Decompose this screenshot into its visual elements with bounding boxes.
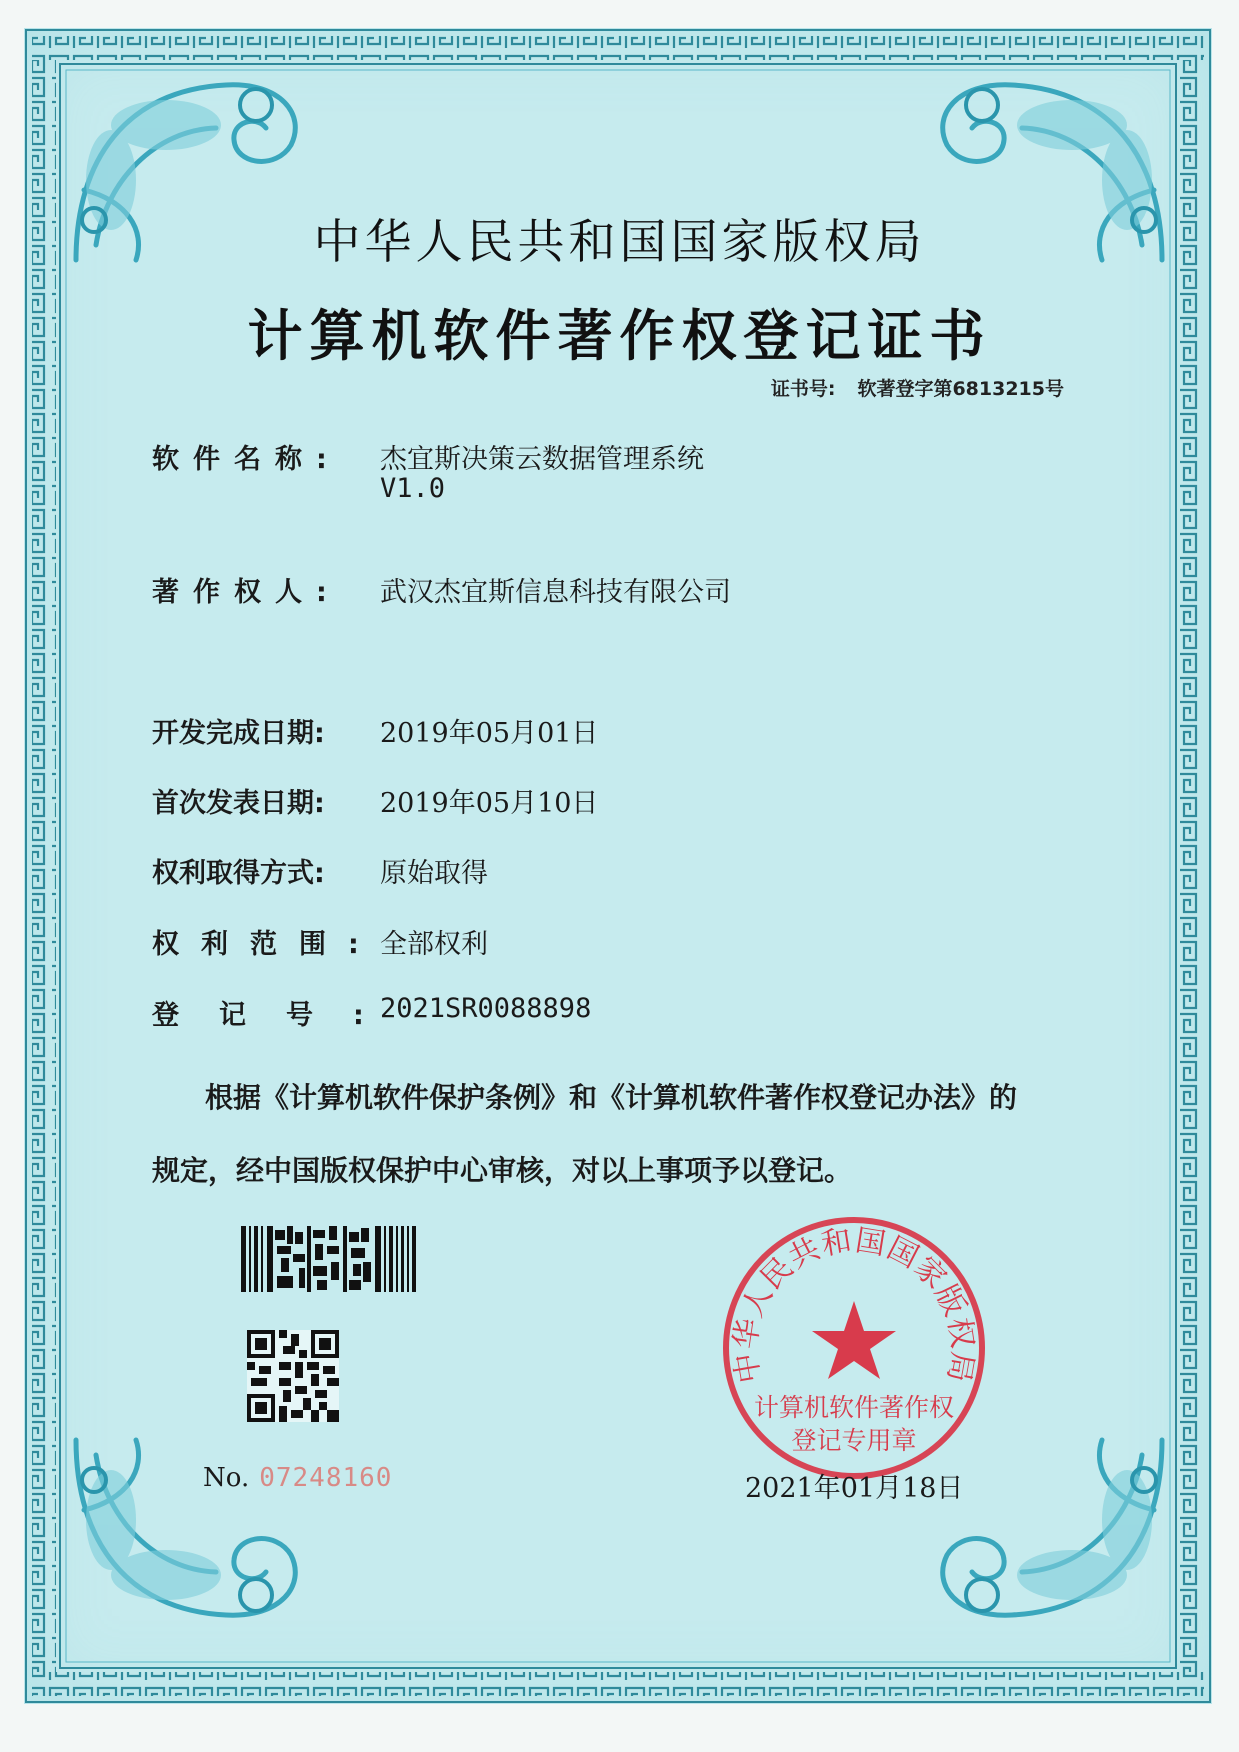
field-value-version: V1.0 [380, 473, 446, 504]
field-label: 权利范围: [152, 929, 381, 960]
field-value: 全部权利 [380, 929, 488, 960]
field-label: 开发完成日期: [152, 718, 325, 749]
certificate-title: 计算机软件著作权登记证书 [247, 304, 992, 368]
field-development-date [152, 711, 599, 750]
field-value: 2019年05月10日 [380, 788, 599, 819]
serial-prefix: No. [203, 1463, 250, 1493]
certificate-number-value: 软著登字第6813215号 [857, 378, 1064, 400]
barcode-image [241, 1226, 417, 1292]
statement-line-1: 根据《计算机软件保护条例》和《计算机软件著作权登记办法》的 [205, 1081, 1018, 1114]
field-value: 2019年05月01日 [380, 718, 599, 749]
field-label: 登记号: [152, 1000, 404, 1031]
qr-code-image [247, 1330, 339, 1422]
corner-ornament-bottom-left [66, 1430, 316, 1630]
serial-value: 07248160 [259, 1463, 393, 1493]
field-rights-scope [152, 922, 488, 961]
seal-star-icon [812, 1301, 896, 1379]
field-value: 武汉杰宜斯信息科技有限公司 [380, 577, 731, 608]
field-software-name [152, 437, 704, 504]
serial-number [203, 1463, 392, 1493]
certificate-number-label: 证书号: [770, 378, 836, 400]
field-copyright-owner [152, 570, 731, 609]
statement-line-2: 规定，经中国版权保护中心审核，对以上事项予以登记。 [152, 1154, 853, 1187]
official-seal [719, 1213, 989, 1483]
field-label: 首次发表日期: [152, 788, 325, 819]
field-label: 软件名称: [152, 444, 341, 475]
seal-line-2: 登记专用章 [791, 1426, 917, 1455]
field-label: 著作权人: [152, 577, 341, 608]
issuer-title: 中华人民共和国国家版权局 [313, 215, 926, 270]
field-acquisition-method [152, 851, 488, 890]
certificate-number [771, 374, 1064, 401]
seal-line-1: 计算机软件著作权 [753, 1393, 955, 1422]
field-label: 权利取得方式: [152, 858, 325, 889]
field-first-publication-date [152, 781, 599, 820]
field-value: 杰宜斯决策云数据管理系统 [380, 444, 704, 475]
field-value: 原始取得 [380, 858, 488, 889]
field-value: 2021SR0088898 [380, 993, 592, 1024]
seal-arc-text: 中华人民共和国国家版权局 [728, 1223, 980, 1386]
field-registration-number [152, 993, 592, 1032]
issue-date: 2021年01月18日 [745, 1473, 964, 1504]
